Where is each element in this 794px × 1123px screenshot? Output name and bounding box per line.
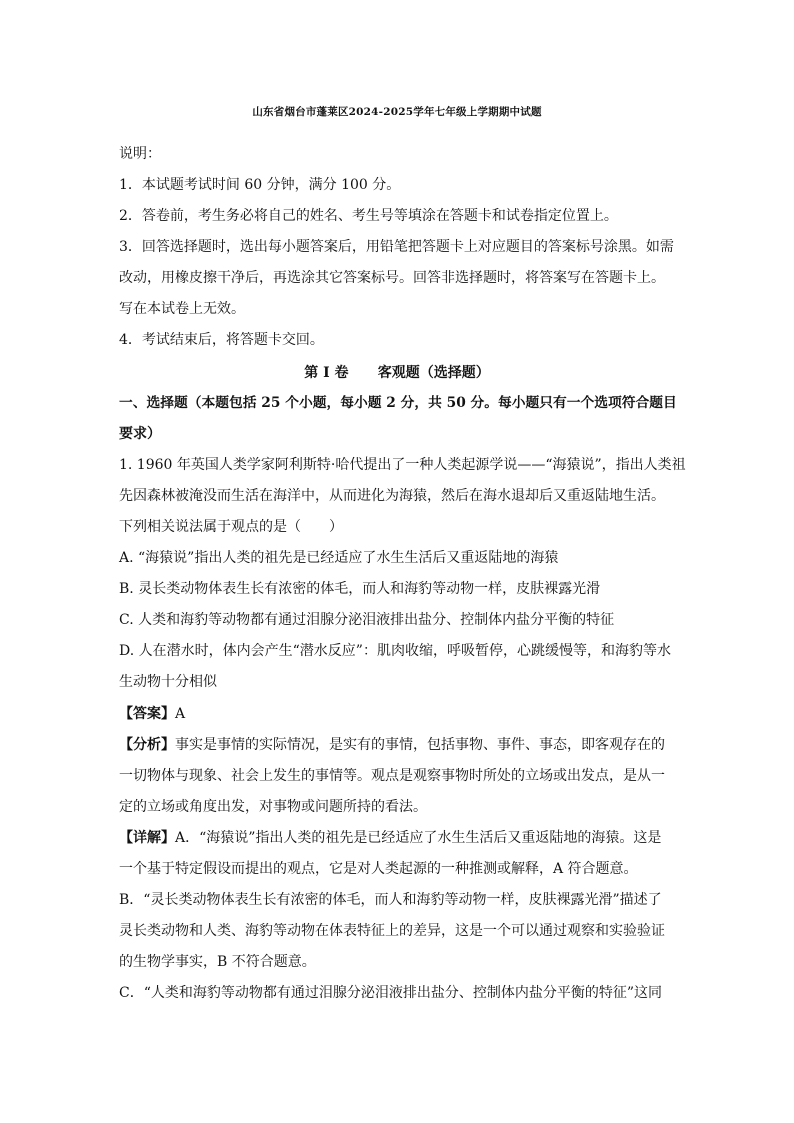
option-b: B. 灵长类动物体表生长有浓密的体毛，而人和海豹等动物一样，皮肤裸露光滑 <box>119 581 601 597</box>
analysis-text: 定的立场或角度出发，对事物或问题所持的看法。 <box>119 799 427 815</box>
answer-tag: 【答案】 <box>119 706 175 722</box>
option-d: D. 人在潜水时，体内会产生“潜水反应”：肌肉收缩，呼吸暂停，心跳缓慢等，和海豹等水 <box>119 643 671 659</box>
question-stem-line: 下列相关说法属于观点的是（ ） <box>119 519 343 535</box>
detail-text: C．“人类和海豹等动物都有通过泪腺分泌泪液排出盐分、控制体内盐分平衡的特征”这同 <box>119 985 663 1001</box>
detail-text: 灵长类动物和人类、海豹等动物在体表特征上的差异，这是一个可以通过观察和实验验证 <box>119 923 665 939</box>
detail-text: A．“海猿说”指出人类的祖先是已经适应了水生生活后又重返陆地的海猿。这是 <box>175 830 662 846</box>
instructions-heading: 说明： <box>119 146 161 162</box>
part-heading-line: 一、选择题（本题包括 25 个小题，每小题 2 分，共 50 分。每小题只有一个选项符合题目 <box>119 395 677 411</box>
detail-text: 的生物学事实，B 不符合题意。 <box>119 954 316 970</box>
analysis-text: 一切物体与现象、社会上发生的事情等。观点是观察事物时所处的立场或出发点，是从一 <box>119 768 665 784</box>
page-title: 山东省烟台市蓬莱区2024-2025学年七年级上学期期中试题 <box>252 106 542 118</box>
analysis-text: 事实是事情的实际情况，是实有的事情，包括事物、事件、事态，即客观存在的 <box>175 737 665 753</box>
detail-text: B．“灵长类动物体表生长有浓密的体毛，而人和海豹等动物一样，皮肤裸露光滑”描述了 <box>119 892 662 908</box>
volume-label: 第 I 卷 <box>304 365 349 381</box>
question-stem-line: 先因森林被淹没而生活在海洋中，从而进化为海猿，然后在海水退却后又重返陆地生活。 <box>119 488 665 504</box>
option-c: C. 人类和海豹等动物都有通过泪腺分泌泪液排出盐分、控制体内盐分平衡的特征 <box>119 612 615 628</box>
instruction-item: 改动，用橡皮擦干净后，再选涂其它答案标号。回答非选择题时，将答案写在答题卡上。 <box>119 270 665 286</box>
instruction-item: 2．答卷前，考生务必将自己的姓名、考生号等填涂在答题卡和试卷指定位置上。 <box>119 208 618 224</box>
answer-value: A <box>175 706 186 722</box>
part-heading-line: 要求） <box>119 426 161 442</box>
detail-tag: 【详解】 <box>119 830 175 846</box>
instruction-item: 4．考试结束后，将答题卡交回。 <box>119 332 324 348</box>
instruction-item: 1．本试题考试时间 60 分钟，满分 100 分。 <box>119 177 401 193</box>
volume-title: 客观题（选择题） <box>377 365 490 381</box>
option-a: A. “海猿说”指出人类的祖先是已经适应了水生生活后又重返陆地的海猿 <box>119 550 559 566</box>
detail-text: 一个基于特定假设而提出的观点，它是对人类起源的一种推测或解释，A 符合题意。 <box>119 861 638 877</box>
detail-line <box>119 828 661 848</box>
question-stem-line: 1. 1960 年英国人类学家阿利斯特·哈代提出了一种人类起源学说——“海猿说”，指出人类祖 <box>119 457 686 473</box>
answer-line <box>119 704 185 724</box>
analysis-tag: 【分析】 <box>119 737 175 753</box>
instruction-item: 3．回答选择题时，选出每小题答案后，用铅笔把答题卡上对应题目的答案标号涂黑。如需 <box>119 239 674 255</box>
option-d-continued: 生动物十分相似 <box>119 674 217 690</box>
analysis-line <box>119 735 665 755</box>
instruction-item: 写在本试卷上无效。 <box>119 301 245 317</box>
volume-heading <box>0 362 794 382</box>
